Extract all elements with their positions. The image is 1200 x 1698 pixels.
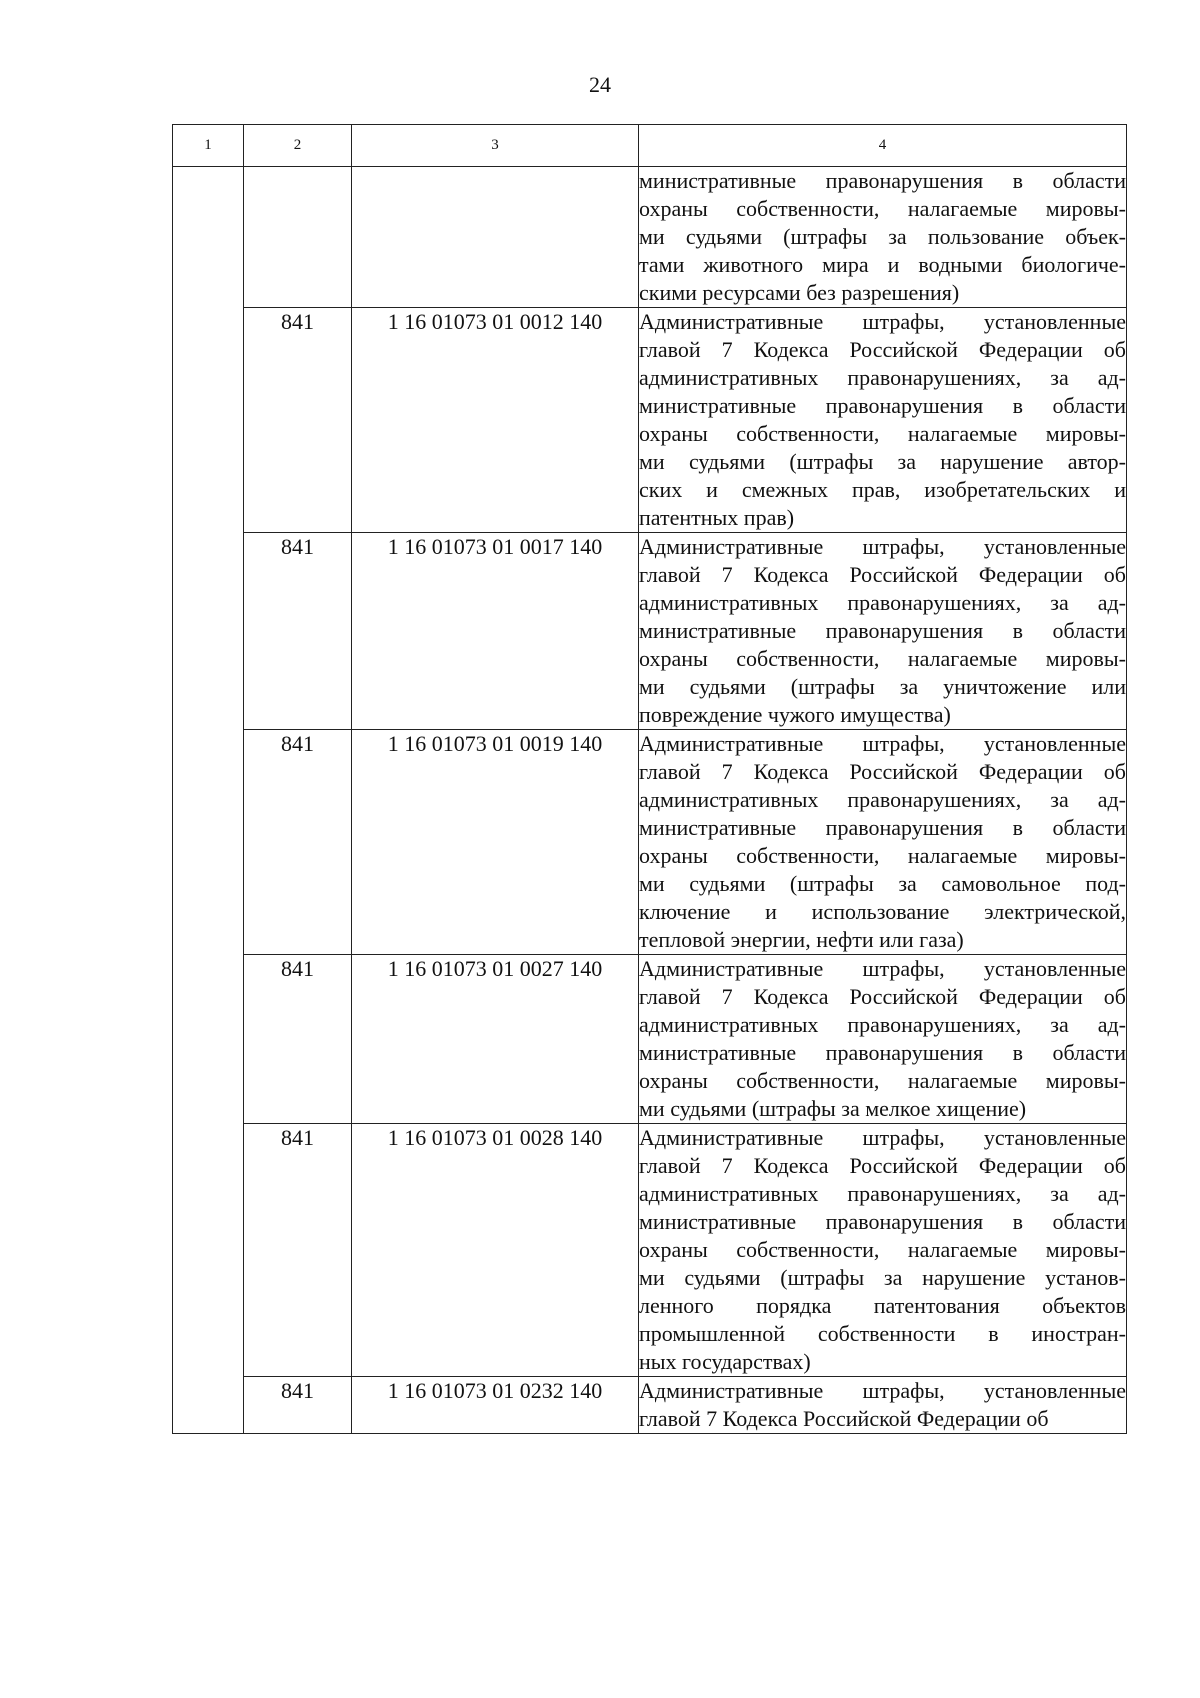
page-number: 24	[589, 72, 611, 97]
description-cell	[639, 955, 1127, 1124]
description-line: министративные правонарушения в области	[639, 815, 1126, 840]
description-line: главой 7 Кодекса Российской Федерации об	[639, 1406, 1049, 1431]
description-line: главой 7 Кодекса Российской Федерации об	[639, 1153, 1126, 1178]
column-header-1: 1	[173, 125, 244, 167]
description-line: охраны собственности, налагаемые мировы-	[639, 843, 1126, 868]
description-line: главой 7 Кодекса Российской Федерации об	[639, 562, 1126, 587]
description-line: Административные штрафы, установленные	[639, 956, 1126, 981]
description-cell	[639, 167, 1127, 308]
description-line: ских и смежных прав, изобретательских и	[639, 477, 1126, 502]
description-cell	[639, 1377, 1127, 1434]
table-header-row	[173, 125, 1127, 167]
description-line: тами животного мира и водными биологиче-	[639, 252, 1126, 277]
description-cell	[639, 730, 1127, 955]
group-cell	[173, 308, 244, 533]
description-line: административных правонарушениях, за ад-	[639, 1181, 1126, 1206]
admin-code-cell: 841	[244, 533, 352, 730]
description-line: Административные штрафы, установленные	[639, 534, 1126, 559]
description-line: ми судьями (штрафы за нарушение установ-	[639, 1265, 1126, 1290]
budget-code-cell: 1 16 01073 01 0028 140	[352, 1124, 639, 1377]
budget-code-cell	[352, 167, 639, 308]
description-line: скими ресурсами без разрешения)	[639, 280, 960, 305]
admin-code-cell: 841	[244, 1377, 352, 1434]
description-line: административных правонарушениях, за ад-	[639, 365, 1126, 390]
description-line: министративные правонарушения в области	[639, 393, 1126, 418]
table-row	[173, 167, 1127, 308]
description-line: министративные правонарушения в области	[639, 1040, 1126, 1065]
group-cell	[173, 1377, 244, 1434]
group-cell	[173, 167, 244, 308]
description-line: охраны собственности, налагаемые мировы-	[639, 1237, 1126, 1262]
description-line: ми судьями (штрафы за мелкое хищение)	[639, 1096, 1027, 1121]
description-line: охраны собственности, налагаемые мировы-	[639, 646, 1126, 671]
description-line: главой 7 Кодекса Российской Федерации об	[639, 759, 1126, 784]
description-cell	[639, 1124, 1127, 1377]
table-row	[173, 955, 1127, 1124]
description-line: патентных прав)	[639, 505, 795, 530]
group-cell	[173, 730, 244, 955]
description-line: ленного порядка патентования объектов	[639, 1293, 1126, 1318]
admin-code-cell: 841	[244, 308, 352, 533]
description-line: охраны собственности, налагаемые мировы-	[639, 421, 1126, 446]
description-line: главой 7 Кодекса Российской Федерации об	[639, 337, 1126, 362]
group-cell	[173, 1124, 244, 1377]
description-line: министративные правонарушения в области	[639, 618, 1126, 643]
description-line: повреждение чужого имущества)	[639, 702, 951, 727]
table-row	[173, 308, 1127, 533]
description-cell	[639, 308, 1127, 533]
description-line: ных государствах)	[639, 1349, 811, 1374]
table-row	[173, 533, 1127, 730]
budget-code-cell: 1 16 01073 01 0232 140	[352, 1377, 639, 1434]
description-line: ключение и использование электрической,	[639, 899, 1126, 924]
description-line: Административные штрафы, установленные	[639, 1378, 1126, 1403]
description-line: ми судьями (штрафы за пользование объек-	[639, 224, 1126, 249]
group-cell	[173, 955, 244, 1124]
table-row	[173, 730, 1127, 955]
description-line: главой 7 Кодекса Российской Федерации об	[639, 984, 1126, 1009]
column-header-3: 3	[352, 125, 639, 167]
description-line: министративные правонарушения в области	[639, 168, 1126, 193]
description-line: ми судьями (штрафы за самовольное под-	[639, 871, 1126, 896]
admin-code-cell: 841	[244, 955, 352, 1124]
admin-code-cell: 841	[244, 730, 352, 955]
description-line: административных правонарушениях, за ад-	[639, 787, 1126, 812]
budget-code-cell: 1 16 01073 01 0012 140	[352, 308, 639, 533]
description-line: административных правонарушениях, за ад-	[639, 590, 1126, 615]
description-line: министративные правонарушения в области	[639, 1209, 1126, 1234]
description-line: тепловой энергии, нефти или газа)	[639, 927, 964, 952]
table-row	[173, 1124, 1127, 1377]
description-line: Административные штрафы, установленные	[639, 731, 1126, 756]
description-line: охраны собственности, налагаемые мировы-	[639, 1068, 1126, 1093]
description-line: ми судьями (штрафы за нарушение автор-	[639, 449, 1126, 474]
admin-code-cell: 841	[244, 1124, 352, 1377]
table-body	[173, 167, 1127, 1434]
budget-code-cell: 1 16 01073 01 0019 140	[352, 730, 639, 955]
budget-code-cell: 1 16 01073 01 0027 140	[352, 955, 639, 1124]
description-line: Административные штрафы, установленные	[639, 309, 1126, 334]
description-line: охраны собственности, налагаемые мировы-	[639, 196, 1126, 221]
description-line: Административные штрафы, установленные	[639, 1125, 1126, 1150]
description-line: промышленной собственности в иностран-	[639, 1321, 1126, 1346]
admin-code-cell	[244, 167, 352, 308]
column-header-4: 4	[639, 125, 1127, 167]
budget-code-cell: 1 16 01073 01 0017 140	[352, 533, 639, 730]
description-line: административных правонарушениях, за ад-	[639, 1012, 1126, 1037]
column-header-2: 2	[244, 125, 352, 167]
budget-classification-table	[172, 124, 1127, 1434]
group-cell	[173, 533, 244, 730]
description-cell	[639, 533, 1127, 730]
description-line: ми судьями (штрафы за уничтожение или	[639, 674, 1126, 699]
table-row	[173, 1377, 1127, 1434]
